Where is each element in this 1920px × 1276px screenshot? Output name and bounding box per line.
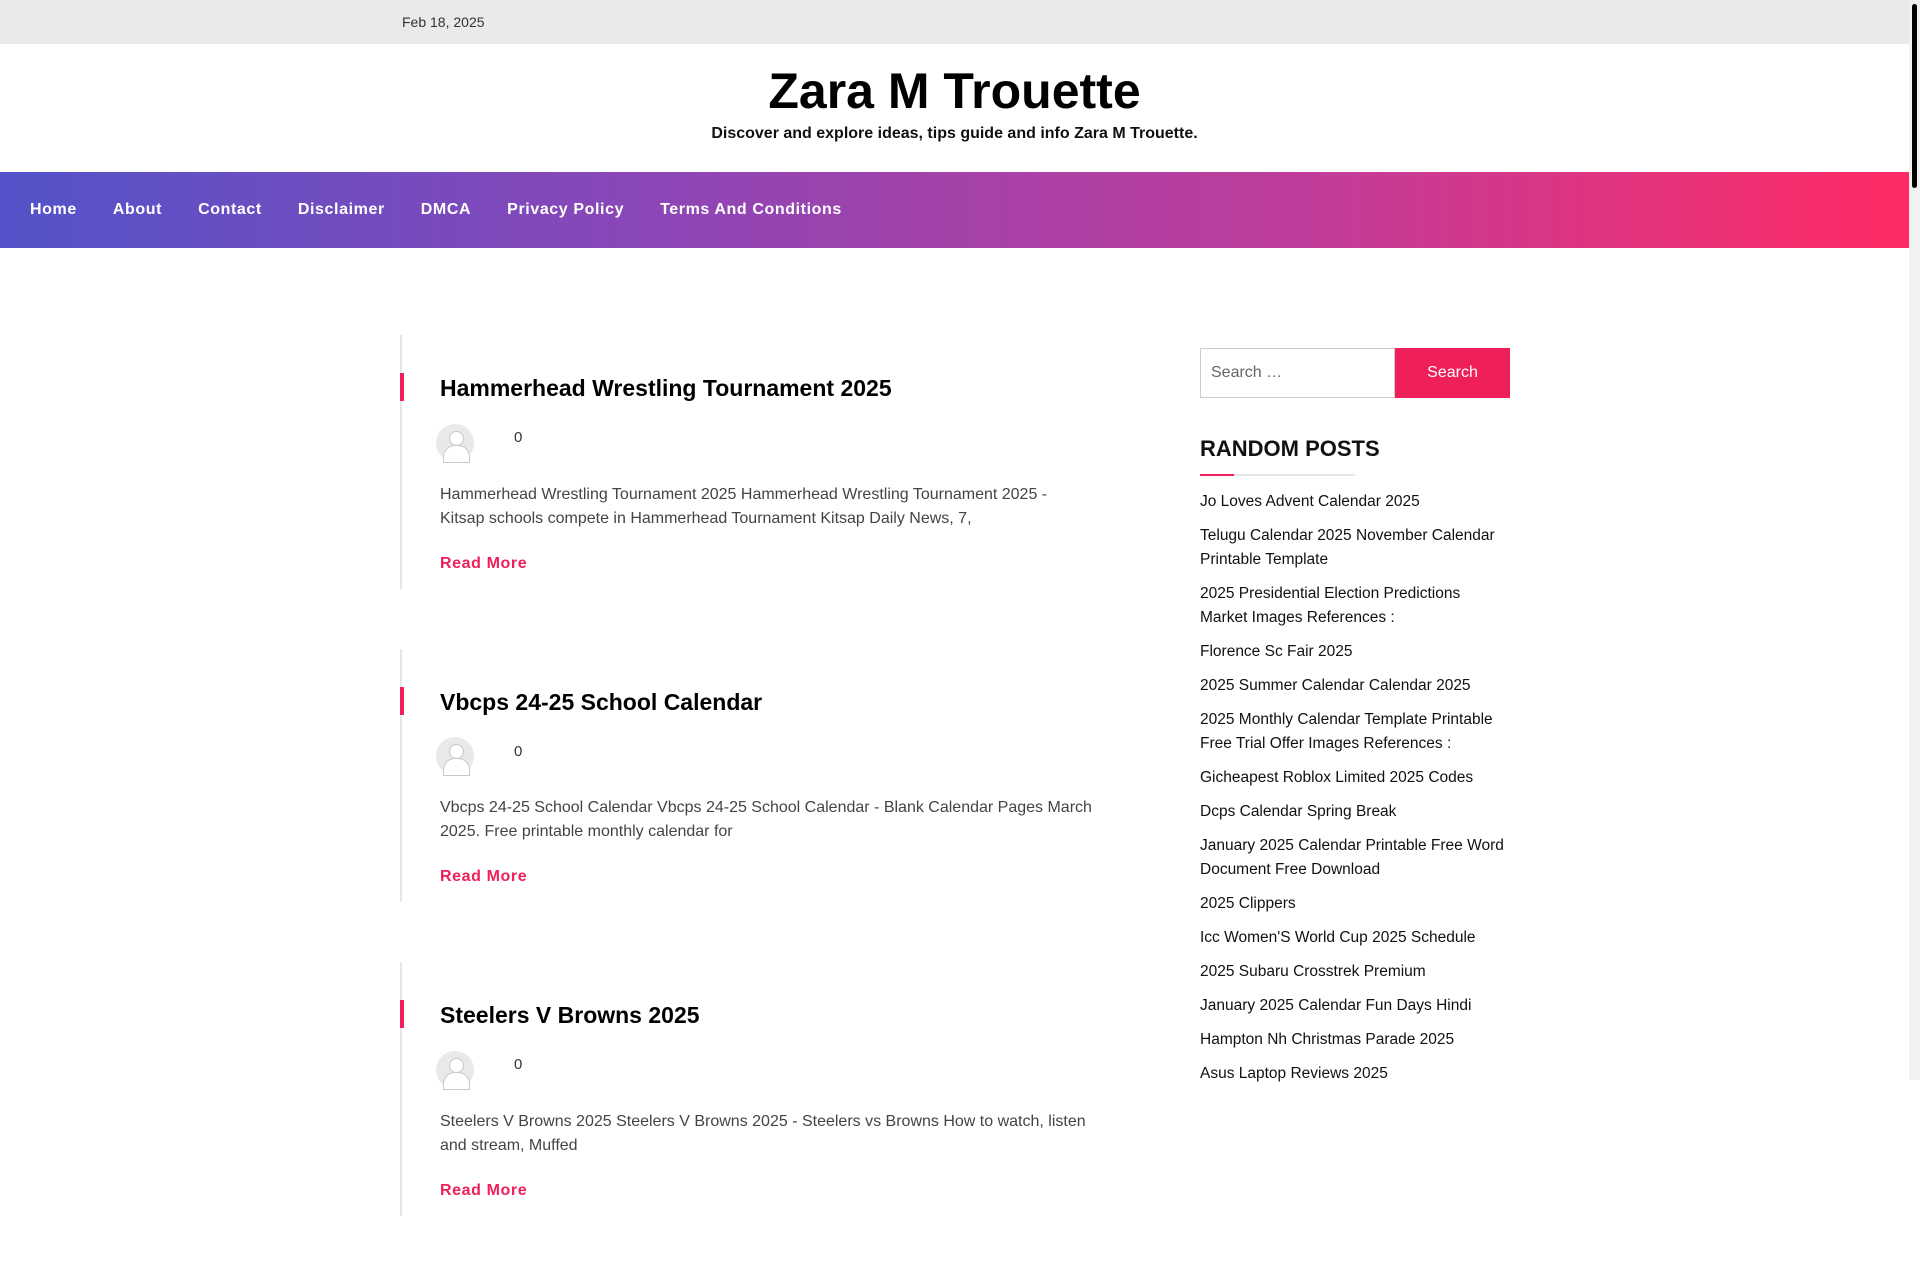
site-header bbox=[0, 44, 1909, 172]
random-post-link[interactable]: Dcps Calendar Spring Break bbox=[1200, 803, 1397, 820]
post-card bbox=[400, 649, 1090, 903]
nav-item-contact[interactable]: Contact bbox=[198, 201, 262, 218]
post-excerpt: Hammerhead Wrestling Tournament 2025 Hammerhead Wrestling Tournament 2025 - Kitsap schools compete in Hammerhead Tournament Kitsap Daily News, 7, bbox=[440, 485, 1048, 527]
search-button[interactable]: Search bbox=[1395, 348, 1510, 398]
random-post-link[interactable]: January 2025 Calendar Fun Days Hindi bbox=[1200, 997, 1472, 1014]
widget-title-underline bbox=[1200, 474, 1355, 476]
main-navigation bbox=[0, 172, 1909, 248]
random-post-link[interactable]: Gicheapest Roblox Limited 2025 Codes bbox=[1200, 769, 1474, 786]
random-post-link[interactable]: Jo Loves Advent Calendar 2025 bbox=[1200, 493, 1420, 510]
scrollbar-thumb[interactable] bbox=[1912, 4, 1917, 188]
author-avatar-icon[interactable] bbox=[436, 424, 474, 462]
comment-count[interactable]: 0 bbox=[514, 429, 523, 447]
author-avatar-icon[interactable] bbox=[436, 1051, 474, 1089]
nav-item-home[interactable]: Home bbox=[30, 201, 77, 218]
read-more-link[interactable]: Read More bbox=[440, 1181, 528, 1199]
comment-count[interactable]: 0 bbox=[514, 742, 523, 760]
nav-item-privacy-policy[interactable]: Privacy Policy bbox=[507, 201, 625, 218]
random-posts-list bbox=[1200, 490, 1510, 1086]
random-post-link[interactable]: 2025 Summer Calendar Calendar 2025 bbox=[1200, 677, 1471, 694]
random-post-link[interactable]: 2025 Monthly Calendar Template Printable Free Trial Offer Images References : bbox=[1200, 711, 1493, 752]
post-accent-bar bbox=[400, 687, 404, 715]
post-title[interactable]: Vbcps 24-25 School Calendar bbox=[440, 688, 763, 715]
post-meta bbox=[440, 423, 1090, 463]
random-posts-title: RANDOM POSTS bbox=[1200, 436, 1380, 461]
random-post-link[interactable]: 2025 Clippers bbox=[1200, 895, 1296, 912]
post-card bbox=[400, 335, 1090, 589]
random-post-link[interactable]: Asus Laptop Reviews 2025 bbox=[1200, 1065, 1388, 1082]
nav-item-terms-and-conditions[interactable]: Terms And Conditions bbox=[660, 201, 842, 218]
top-bar bbox=[0, 0, 1909, 44]
vertical-scrollbar[interactable] bbox=[1909, 0, 1920, 1080]
nav-item-about[interactable]: About bbox=[112, 201, 163, 218]
nav-item-dmca[interactable]: DMCA bbox=[420, 201, 472, 218]
random-post-link[interactable]: Telugu Calendar 2025 November Calendar Printable Template bbox=[1200, 527, 1495, 568]
post-list bbox=[400, 335, 1090, 1276]
post-title[interactable]: Hammerhead Wrestling Tournament 2025 bbox=[440, 375, 892, 401]
read-more-link[interactable]: Read More bbox=[440, 554, 528, 572]
search-form bbox=[1200, 348, 1510, 398]
author-avatar-icon[interactable] bbox=[436, 737, 474, 775]
post-title[interactable]: Steelers V Browns 2025 bbox=[440, 1002, 700, 1029]
post-accent-bar bbox=[400, 1000, 404, 1028]
random-post-link[interactable]: Icc Women'S World Cup 2025 Schedule bbox=[1200, 929, 1476, 946]
random-post-link[interactable]: Florence Sc Fair 2025 bbox=[1200, 643, 1353, 660]
post-card bbox=[400, 962, 1090, 1216]
post-meta bbox=[440, 1050, 1090, 1090]
post-meta bbox=[440, 736, 1090, 776]
random-post-link[interactable]: Hampton Nh Christmas Parade 2025 bbox=[1200, 1031, 1455, 1048]
search-input[interactable] bbox=[1200, 348, 1395, 398]
comment-count[interactable]: 0 bbox=[514, 1056, 523, 1074]
nav-item-disclaimer[interactable]: Disclaimer bbox=[297, 201, 385, 218]
random-post-link[interactable]: 2025 Presidential Election Predictions Market Images References : bbox=[1200, 585, 1461, 626]
random-post-link[interactable]: January 2025 Calendar Printable Free Word Document Free Download bbox=[1200, 837, 1504, 878]
sidebar bbox=[1200, 348, 1510, 1096]
site-tagline: Discover and explore ideas, tips guide and info Zara M Trouette. bbox=[711, 125, 1198, 142]
post-excerpt: Vbcps 24-25 School Calendar Vbcps 24-25 School Calendar - Blank Calendar Pages March 2025. Free printable monthly calendar for bbox=[440, 799, 1092, 841]
current-date: Feb 18, 2025 bbox=[402, 14, 485, 30]
read-more-link[interactable]: Read More bbox=[440, 868, 528, 886]
site-title[interactable]: Zara M Trouette bbox=[768, 63, 1141, 119]
post-accent-bar bbox=[400, 373, 404, 401]
post-excerpt: Steelers V Browns 2025 Steelers V Browns 2025 - Steelers vs Browns How to watch, listen and stream, Muffed bbox=[440, 1112, 1086, 1154]
random-post-link[interactable]: 2025 Subaru Crosstrek Premium bbox=[1200, 963, 1426, 980]
